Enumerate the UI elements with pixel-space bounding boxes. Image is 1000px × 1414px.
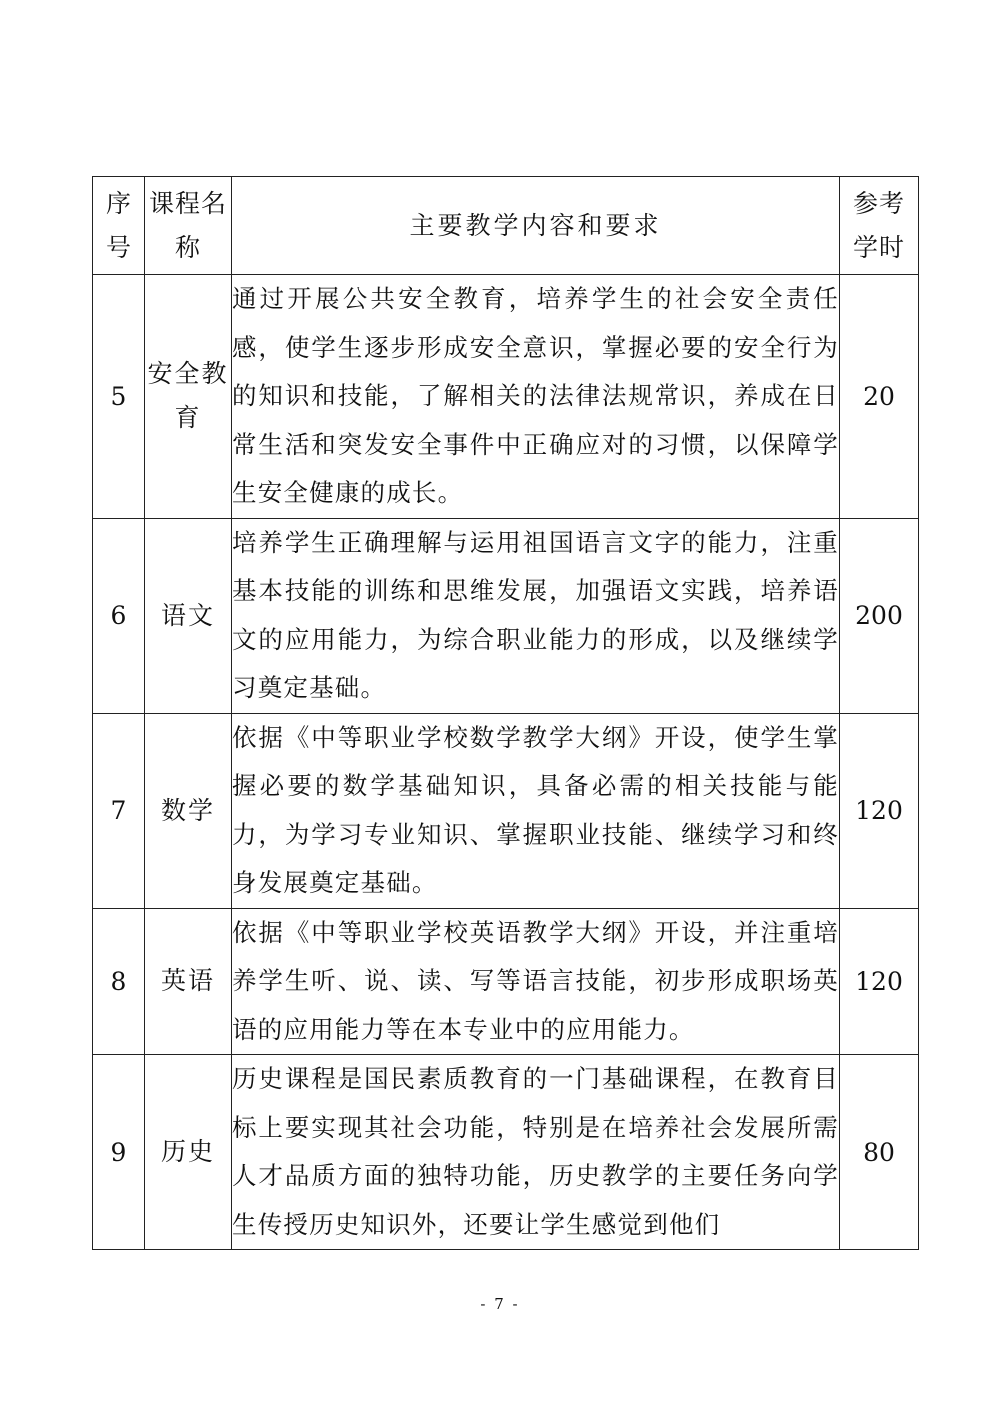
row-number: 6 bbox=[93, 518, 145, 713]
row-content: 通过开展公共安全教育，培养学生的社会安全责任感，使学生逐步形成安全意识，掌握必要的安全行为的知识和技能，了解相关的法律法规常识，养成在日常生活和突发安全事件中正确应对的习惯，以保障学生安全健康的成长。 bbox=[232, 275, 840, 519]
row-content: 依据《中等职业学校英语教学大纲》开设，并注重培养学生听、说、读、写等语言技能，初步形成职场英语的应用能力等在本专业中的应用能力。 bbox=[232, 908, 840, 1055]
row-number: 7 bbox=[93, 713, 145, 908]
row-course-name: 历史 bbox=[145, 1055, 232, 1250]
row-course-name: 语文 bbox=[145, 518, 232, 713]
table-row bbox=[93, 908, 919, 1055]
row-hours: 20 bbox=[840, 275, 919, 519]
row-hours: 200 bbox=[840, 518, 919, 713]
row-content: 历史课程是国民素质教育的一门基础课程，在教育目标上要实现其社会功能，特别是在培养社会发展所需人才品质方面的独特功能，历史教学的主要任务向学生传授历史知识外，还要让学生感觉到他们 bbox=[232, 1055, 840, 1250]
row-number: 9 bbox=[93, 1055, 145, 1250]
table-row bbox=[93, 713, 919, 908]
row-content: 依据《中等职业学校数学教学大纲》开设，使学生掌握必要的数学基础知识，具备必需的相关技能与能力，为学习专业知识、掌握职业技能、继续学习和终身发展奠定基础。 bbox=[232, 713, 840, 908]
table-row bbox=[93, 1055, 919, 1250]
row-hours: 80 bbox=[840, 1055, 919, 1250]
header-number: 序号 bbox=[93, 177, 145, 275]
header-content: 主要教学内容和要求 bbox=[232, 177, 840, 275]
row-number: 5 bbox=[93, 275, 145, 519]
row-content: 培养学生正确理解与运用祖国语言文字的能力，注重基本技能的训练和思维发展，加强语文实践，培养语文的应用能力，为综合职业能力的形成，以及继续学习奠定基础。 bbox=[232, 518, 840, 713]
row-hours: 120 bbox=[840, 713, 919, 908]
table-row bbox=[93, 518, 919, 713]
row-course-name: 英语 bbox=[145, 908, 232, 1055]
row-course-name: 数学 bbox=[145, 713, 232, 908]
header-hours: 参考学时 bbox=[840, 177, 919, 275]
row-number: 8 bbox=[93, 908, 145, 1055]
page-number: - 7 - bbox=[480, 1295, 520, 1313]
table-header-row bbox=[93, 177, 919, 275]
header-course-name: 课程名称 bbox=[145, 177, 232, 275]
table-row bbox=[93, 275, 919, 519]
course-table bbox=[92, 176, 919, 1250]
row-hours: 120 bbox=[840, 908, 919, 1055]
row-course-name: 安全教育 bbox=[145, 275, 232, 519]
